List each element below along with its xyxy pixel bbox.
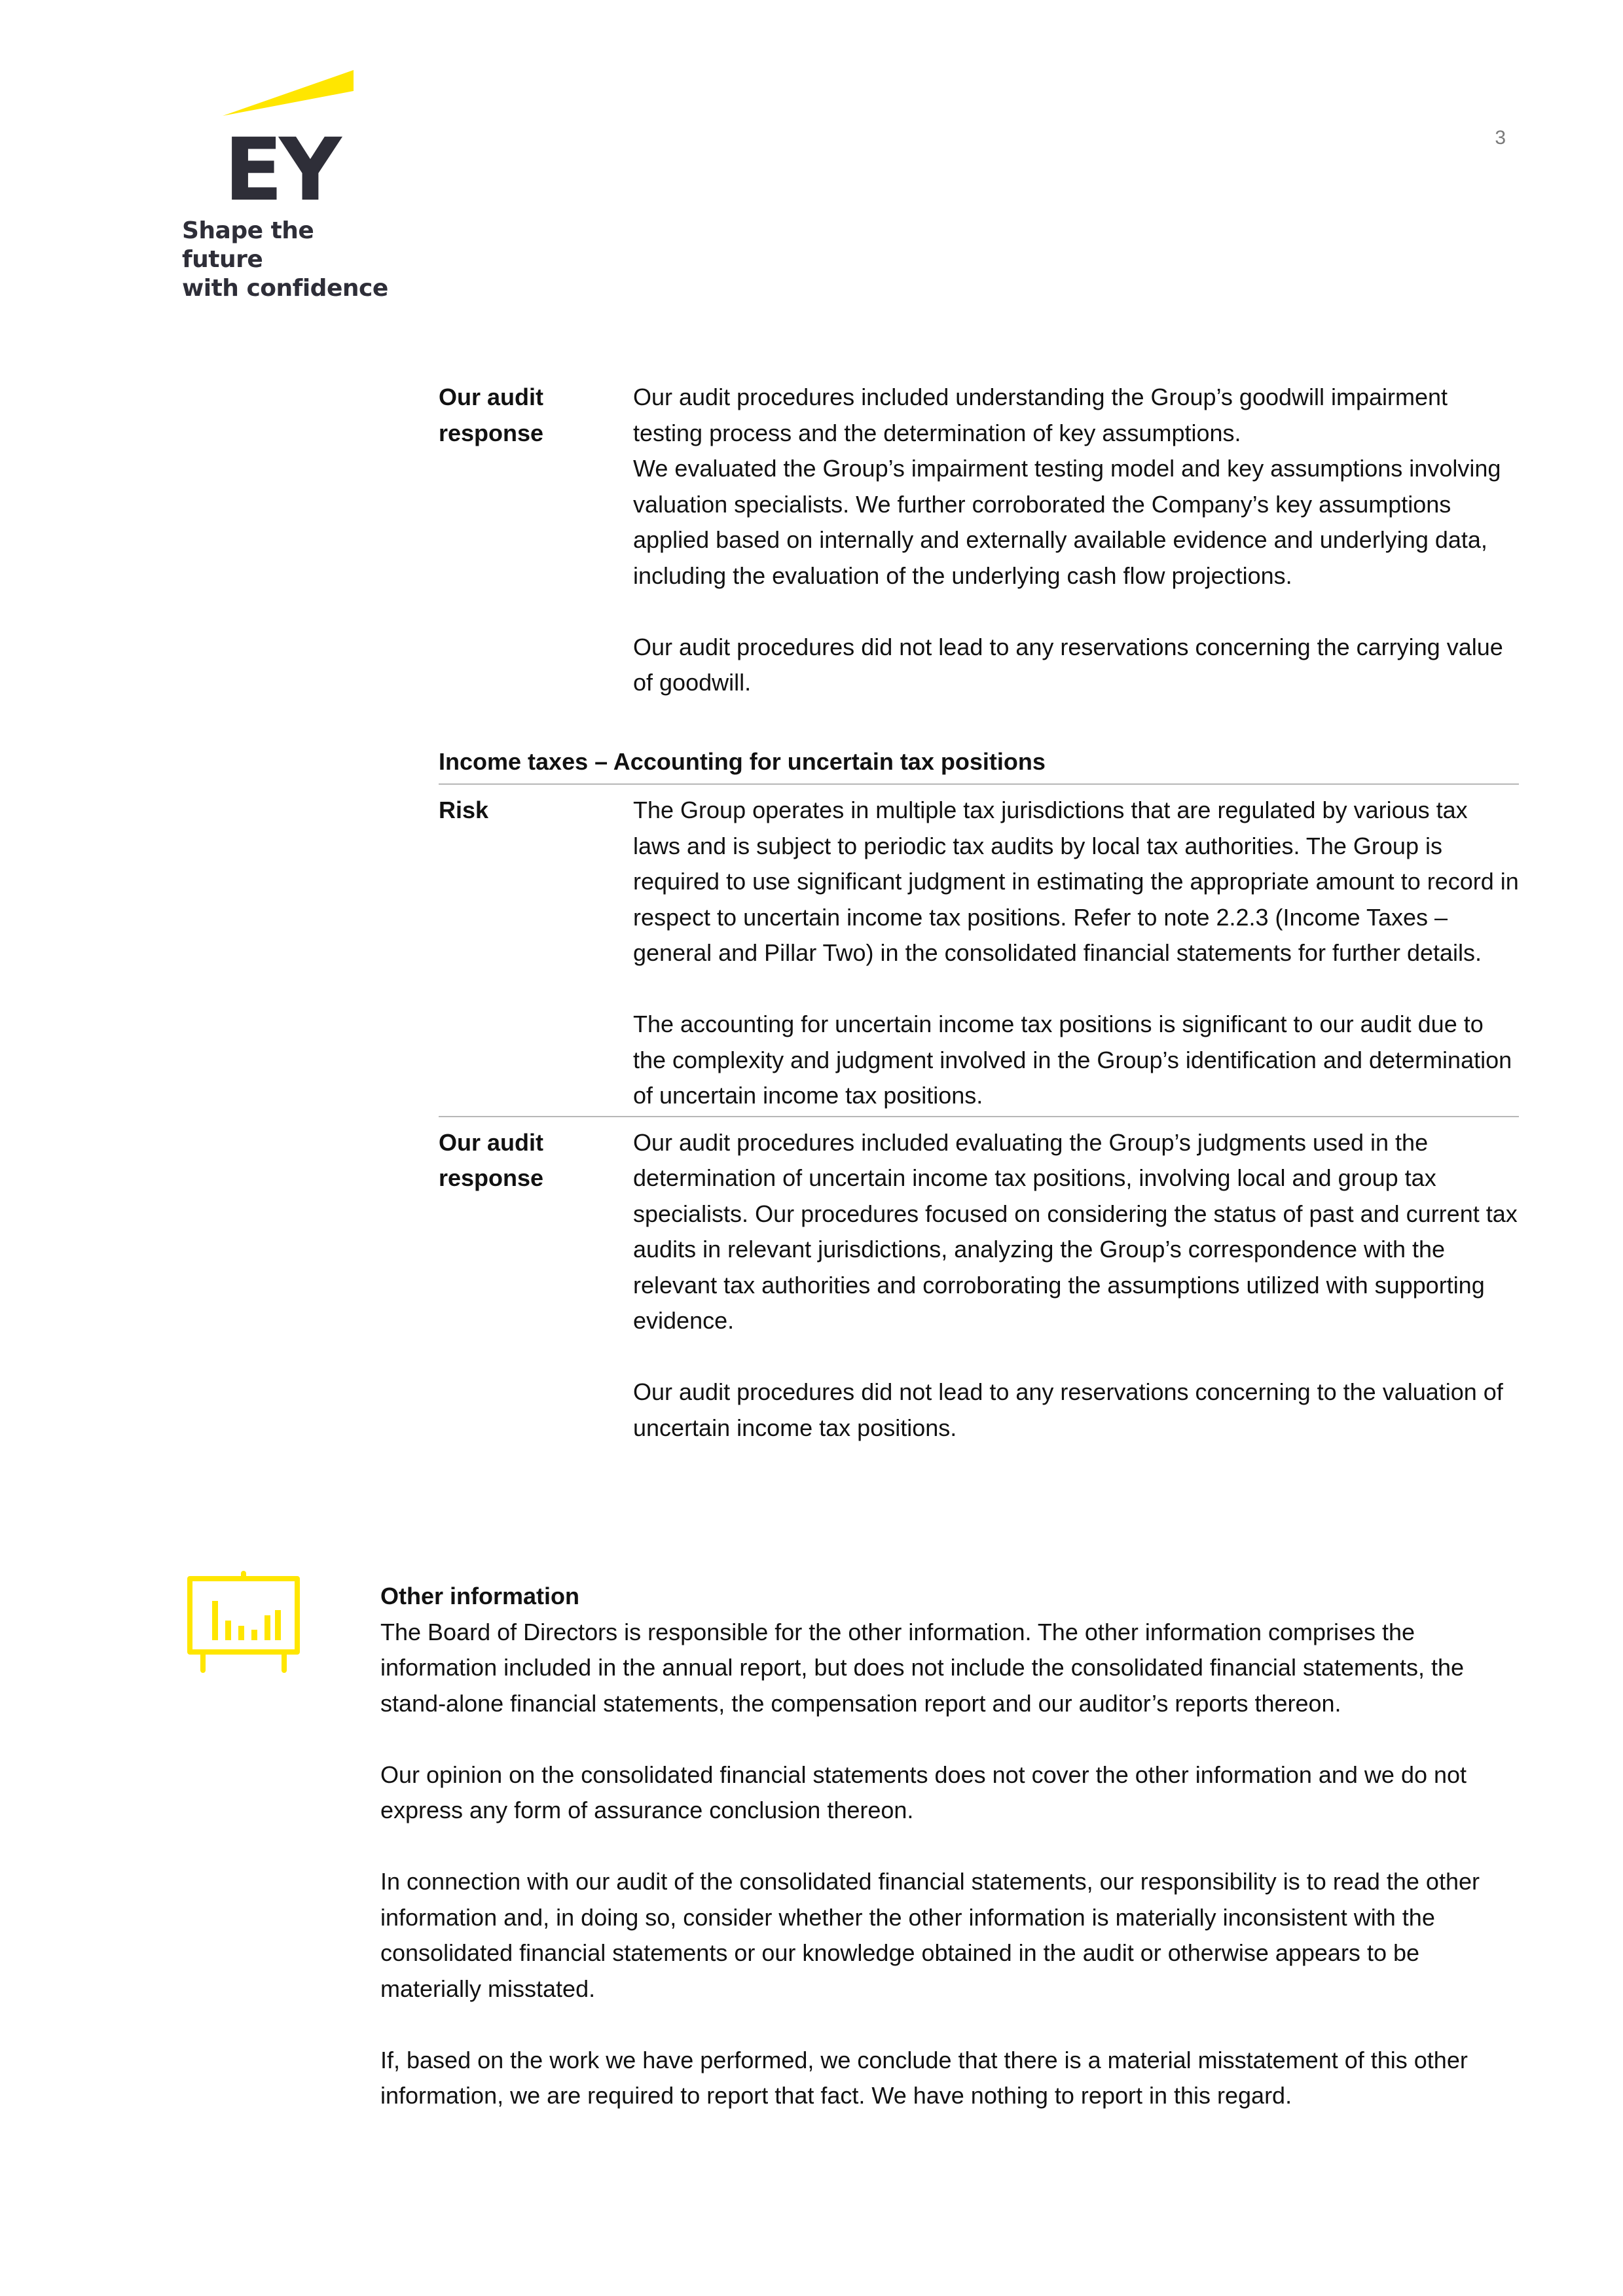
ey-logo	[182, 69, 392, 302]
page-number: 3	[1495, 127, 1506, 149]
logo-tagline	[182, 217, 392, 303]
label-line: Our audit	[439, 384, 543, 410]
income-taxes-response-row	[439, 1117, 1519, 1446]
label-line: response	[439, 419, 544, 446]
tagline-line-2: with confidence	[182, 275, 388, 302]
other-information-heading: Other information	[380, 1583, 579, 1609]
response-label	[439, 380, 633, 701]
label-line: Our audit	[439, 1128, 543, 1156]
paragraph: The Board of Directors is responsible for the other information. The other information comprises the information included in the annual report, but does not include the consolidated financial statements, the stand-alone financial statements, the compensation report and our auditor’s reports thereon.	[380, 1618, 1465, 1717]
paragraph: Our audit procedures did not lead to any reservations concerning the carrying value of goodwill.	[633, 633, 1503, 696]
ey-logo-mark	[182, 69, 392, 206]
paragraph: Our audit procedures included evaluating the Group’s judgments used in the determination of uncertain income tax positions, involving local and group tax specialists. Our procedures focused on considering the status of past and current tax audits in relevant jurisdictions, analyzing the Group’s correspondence with the relevant tax authorities and corroborating the assumptions utilized with supporting evidence.	[633, 1128, 1518, 1334]
income-taxes-title: Income taxes – Accounting for uncertain tax positions	[439, 744, 1519, 785]
goodwill-response-text	[633, 380, 1519, 701]
income-taxes-response-text	[633, 1125, 1519, 1446]
key-audit-matters	[439, 380, 1519, 1446]
paragraph: The Group operates in multiple tax jurisdictions that are regulated by various tax laws and is subject to periodic tax audits by local tax authorities. The Group is required to use significant judgment in estimating the appropriate amount to record in respect to uncertain income tax positions. Refer to note 2.2.3 (Income Taxes – general and Pillar Two) in the consolidated financial statements for further details.	[633, 797, 1519, 966]
paragraph: Our opinion on the consolidated financial statements does not cover the other information and we do not express any form of assurance conclusion thereon.	[380, 1761, 1467, 1823]
risk-text	[633, 793, 1519, 1114]
paragraph: If, based on the work we have performed, we conclude that there is a material misstatement of this other information, we are required to report that fact. We have nothing to report in this regard.	[380, 2046, 1468, 2109]
paragraph: We evaluated the Group’s impairment testing model and key assumptions involving valuation specialists. We further corroborated the Company’s key assumptions applied based on internally and externally available evidence and underlying data, including the evaluation of the underlying cash flow projections.	[633, 455, 1501, 589]
goodwill-response-row	[439, 380, 1519, 701]
presentation-board-chart-icon	[186, 1570, 301, 1673]
other-information-section	[380, 1579, 1520, 2114]
paragraph: The accounting for uncertain income tax positions is significant to our audit due to the complexity and judgment involved in the Group’s identification and determination of uncertain income tax positions.	[633, 1011, 1512, 1109]
response-label	[439, 1125, 633, 1446]
tagline-line-1: Shape the future	[182, 217, 314, 273]
ey-yellow-beam	[223, 70, 354, 116]
risk-label: Risk	[439, 797, 489, 823]
income-taxes-risk-row	[439, 785, 1519, 1117]
label-line: response	[439, 1164, 544, 1191]
ey-logo-letters: EY	[224, 120, 338, 206]
paragraph: Our audit procedures included understanding the Group’s goodwill impairment testing process and the determination of key assumptions.	[633, 384, 1448, 446]
paragraph: Our audit procedures did not lead to any reservations concerning to the valuation of uncertain income tax positions.	[633, 1378, 1503, 1441]
paragraph: In connection with our audit of the consolidated financial statements, our responsibility is to read the other information and, in doing so, consider whether the other information is materially inconsistent with the consolidated financial statements or our knowledge obtained in the audit or otherwise appears to be materially misstated.	[380, 1868, 1480, 2002]
